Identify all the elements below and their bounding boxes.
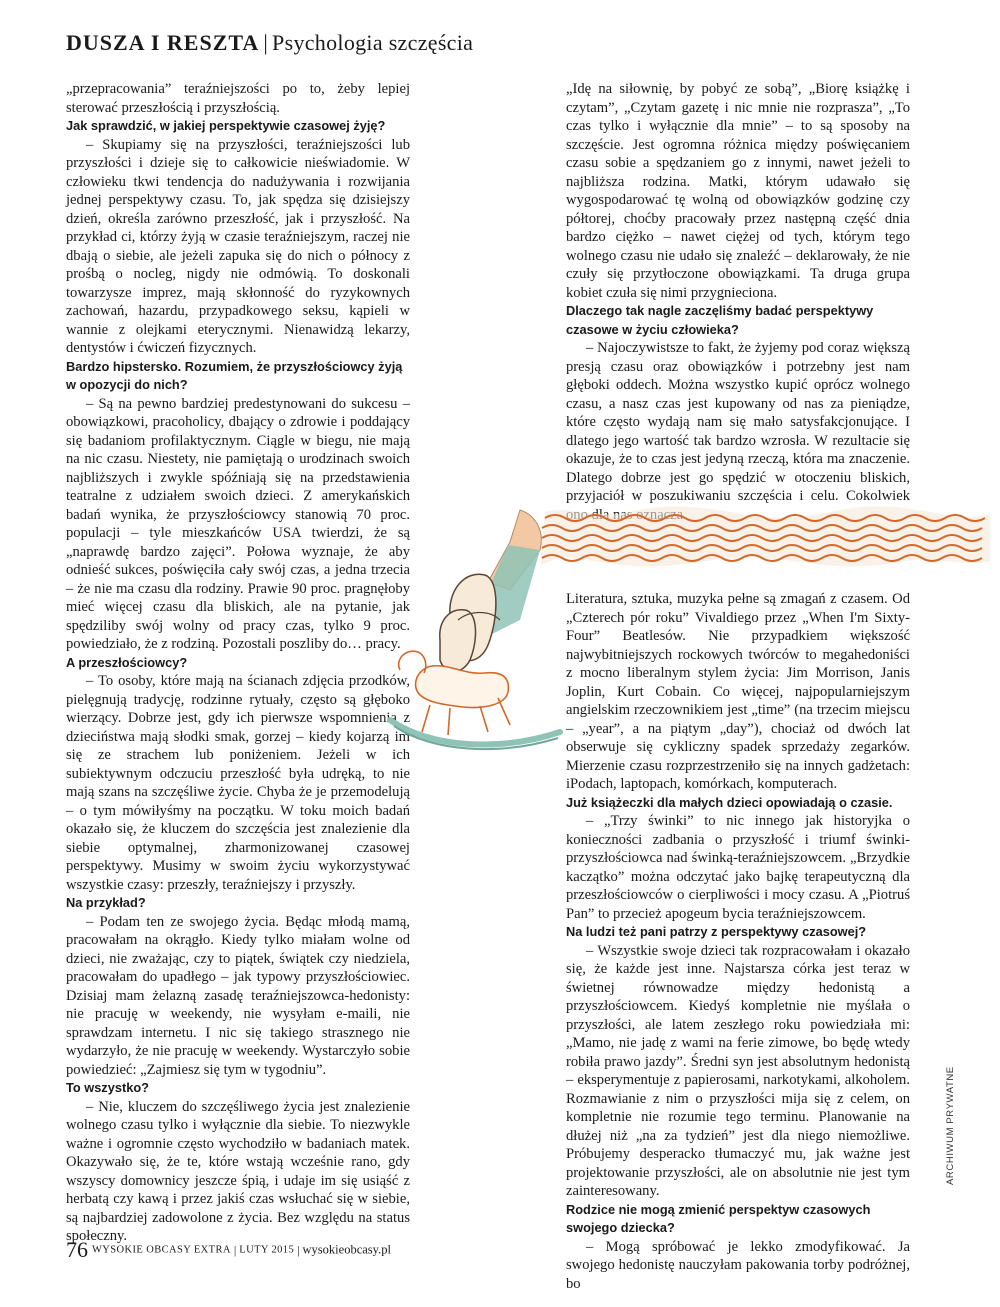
paragraph: – Wszystkie swoje dzieci tak rozpracowałam i okazało się, że każde jest inne. Najstarsza córka jest teraz w świetnej równowadze między hedonistą a przyszłościowcem. Kiedyś kompletnie nie myślała o przyszłości, ale latem zeszłego roku powiedziała mi: „Mamo, nie jadę z wami na ferie zimowe, bo będę wtedy robiła prawo jazdy”. Średni syn jest absolutnym hedonistą – eksperymentuje z papierosami, narkotykami, alkoholem. Rozmawianie z nim o przyszłości mija się z celem, on kompletnie nie rozumie tego terminu. Planowanie na dłużej niż „na za tydzień” jest dla niego niemożliwe. Próbujemy desperacko tłumaczyć mu, jak ważne jest projektowanie przyszłości, ale on absolutnie nie jest tym zainteresowany.	[566, 942, 910, 1199]
interview-question: Jak sprawdzić, w jakiej perspektywie czasowej żyję?	[66, 118, 386, 133]
wavy-scarf-illustration	[540, 506, 990, 566]
figure-illustration	[390, 510, 560, 749]
interview-question: Rodzice nie mogą zmienić perspektyw czasowych swojego dziecka?	[566, 1201, 871, 1235]
paragraph: „Idę na siłownię, by pobyć ze sobą”, „Biorę książkę i czytam”, „Czytam gazetę i nic mnie nie rozprasza”, „To czas tylko i wyłącznie dla mnie” – to są sposoby na szczęście. Jest ogromna różnica między poświęcaniem czasu sobie a spędzaniem go z innymi, nawet jeżeli to najbliższa rodzina. Matki, którym udawało się wygospodarować tę wolną od obowiązków godzinę czy półtorej, choćby pracowały przez następną część dnia bardzo ciężko – nawet ciężej od tych, którym tego wolnego czasu nie udało się znaleźć – deklarowały, że nie czuły się przytłoczone obowiązkami. Ta druga grupa kobiet czuła się nimi przygnieciona.	[566, 81, 910, 301]
footer-separator: |	[297, 1242, 300, 1257]
paragraph: – To osoby, które mają na ścianach zdjęcia przodków, pielęgnują tradycję, rodzinne rytuały, często są głęboko wierzący. Dobrze jest, gdy ich pierwsze wspomnienia z dzieciństwa mają słodki smak, gorzej – kiedy kojarzą im się ze strachem lub poniżeniem. Jeżeli w ich subiektywnym odczuciu przeszłość była udręką, to nie mają szans na szczęśliwe życie. Chyba że je przemodelują – o tym mówiłyśmy na początku. W toku moich badań okazało się, że kluczem do szczęścia jest znalezienie dla siebie optymalnej, zharmonizowanej czasowej perspektywy. Musimy w swoim życiu wykorzystywać wszystkie czasy: przeszły, teraźniejszy i przyszły.	[66, 673, 410, 893]
interview-question: To wszystko?	[66, 1080, 149, 1095]
interview-question: A przeszłościowcy?	[66, 654, 188, 670]
section-subtitle: Psychologia szczęścia	[272, 30, 474, 55]
paragraph: Literatura, sztuka, muzyka pełne są zmagań z czasem. Od „Czterech pór roku” Vivaldiego przez „When I'm Sixty-Four” Beatlesów. Nie przypadkiem większość najwybitniejszych rockowych twórców to megahedoniści z mocno liberalnym stylem życia: Jim Morrison, Janis Joplin, Kurt Cobain. Co więcej, najpopularniejszym angielskim rzeczownikiem jest „time” (na trzecim miejscu – „year”, a na piątym „day”), chociaż od dwóch lat obserwuje się cykliczny spadek sprzedaży zegarków. Mierzenie czasu rozprzestrzeniło się na innych gadżetach: iPodach, laptopach, komórkach, komputerach.	[566, 591, 910, 792]
paragraph: – Podam ten ze swojego życia. Będąc młodą mamą, pracowałam na okrągło. Kiedy tylko miałam wolne od dzieci, nie zważając, czy to piątek, świątek czy niedziela, pracowałam do upadłego – jak typowy przyszłościowiec. Dzisiaj mam żelazną zasadę teraźniejszowca-hedonisty: nie pracuję w weekendy, nie wysyłam e-maili, nie sprawdzam internetu. I nic się takiego strasznego nie wydarzyło, że nie pracuję w weekendy. Wystarczyło sobie powiedzieć: „Zajmiesz się tym w tygodniu”.	[66, 913, 410, 1078]
article-column-right-top	[566, 80, 910, 524]
interview-question: Już książeczki dla małych dzieci opowiadają o czasie.	[566, 794, 893, 810]
paragraph: – Nie, kluczem do szczęśliwego życia jest znalezienie wolnego czasu tylko i wyłącznie dla siebie. To niezwykle ważne i ogromnie często wychodziło w badaniach matek. Okazywało się, że te, które wstają wcześnie rano, gdy wszyscy domownicy jeszcze śpią, i udaje im się usiąść z herbatą czy kawą i przez jakiś czas wsłuchać się w siebie, są najbardziej zadowolone z życia. Bez względu na status społeczny.	[66, 1098, 410, 1244]
paragraph: – „Trzy świnki” to nic innego jak historyjka o konieczności zadbania o przyszłość i triumf świnki-przyszłościowca nad świnką-teraźniejszowcem. „Brzydkie kaczątko” można odczytać jako bajkę terapeutyczną dla przeszłościowców o cierpliwości i mocy czasu. A „Piotruś Pan” to przecież apogeum bycia teraźniejszowcem.	[566, 813, 910, 922]
footer-separator: |	[233, 1242, 237, 1257]
paragraph: – Najoczywistsze to fakt, że żyjemy pod coraz większą presją czasu oraz obowiązków i potrzebny jest nam głęboki oddech. Można wszystko kupić oprócz wolnego czasu, a nasz czas jest kupowany od nas za pieniądze, które często wydają nam się mało satysfakcjonujące. I dlatego jego wartość tak bardzo wzrosła. W rezultacie się okazuje, że to czas jest jedyną rzeczą, która ma znaczenie. Dlatego dobrze jest go spędzić w otoczeniu bliskich, przyjaciół w poszukiwaniu szczęścia i celu. Cokolwiek	[566, 340, 910, 504]
paragraph: „przepracowania” teraźniejszości po to, żeby lepiej sterować przeszłością i przyszłością.	[66, 81, 410, 116]
rocking-horse-illustration	[370, 470, 990, 760]
page-footer	[66, 1237, 391, 1263]
issue-date: LUTY 2015	[239, 1244, 295, 1256]
paragraph: – Są na pewno bardziej predestynowani do sukcesu – obowiązkowi, pracoholicy, dbający o zdrowie i poddający się badaniom profilaktycznym. Ciągle w biegu, nie mają na nic czasu. Niestety, nie pamiętają o urodzinach swoich najbliższych i zwykle spóźniają się na przedstawienia teatralne z udziałem swoich dzieci. Z amerykańskich badań wynika, że przyszłościowcy stanowią 70 proc. populacji – tyle mieszkańców USA twierdzi, że są „naprawdę bardzo zajęci”. Połowa wyznaje, że aby odnieść sukces, poświęciła cały swój czas, a jedna trzecia – że nie ma czasu dla rodziny. Prawie 90 proc. pragnęłoby mieć więcej czasu dla bliskich, ale na pytanie, jak spędziliby swój wolny od pracy czas, tylko 9 proc. powiedziało, że z rodziną. Pozostali poszliby do… pracy.	[66, 395, 410, 652]
section-title: DUSZA I RESZTA	[66, 30, 260, 55]
interview-question: Bardzo hipstersko. Rozumiem, że przyszłościowcy żyją w opozycji do nich?	[66, 358, 403, 392]
website-link[interactable]: wysokieobcasy.pl	[302, 1242, 391, 1257]
page-number: 76	[66, 1237, 88, 1262]
page-header	[66, 30, 473, 56]
paragraph: – Mogą spróbować je lekko zmodyfikować. Ja swojego hedonistę nauczyłam pakowania torby podróżnej, bo	[566, 1238, 910, 1292]
interview-question: Na przykład?	[66, 895, 146, 910]
article-column-left	[66, 80, 410, 1246]
photo-credit: ARCHIWUM PRYWATNE	[945, 1066, 956, 1185]
interview-question: Na ludzi też pani patrzy z perspektywy czasowej?	[566, 924, 867, 939]
interview-question: Dlaczego tak nagle zaczęliśmy badać perspektywy czasowe w życiu człowieka?	[566, 303, 874, 337]
magazine-name: WYSOKIE OBCASY EXTRA	[92, 1244, 231, 1256]
header-separator: |	[263, 30, 269, 55]
paragraph: – Skupiamy się na przyszłości, teraźniejszości lub przyszłości i dzieje się to całkowicie nieświadomie. W człowieku tkwi tendencja do nadużywania i rozwijania jednej perspektywy czasu. To, jak spędza się dzisiejszy dzień, określa zarówno przeszłość, jak i przyszłość. Na przykład ci, którzy żyją w czasie teraźniejszym, raczej nie dbają o siebie, ale jeżeli zapuka się do nich o północy z prośbą o nocleg, nigdy nie odmówią. To doskonali towarzysze imprez, mają skłonność do ryzykownych zachowań, hazardu, przypadkowego seksu, kąpieli w wannie z olejkami eterycznymi. Nienawidzą lekarzy, dentystów i ćwiczeń fizycznych.	[66, 136, 410, 356]
